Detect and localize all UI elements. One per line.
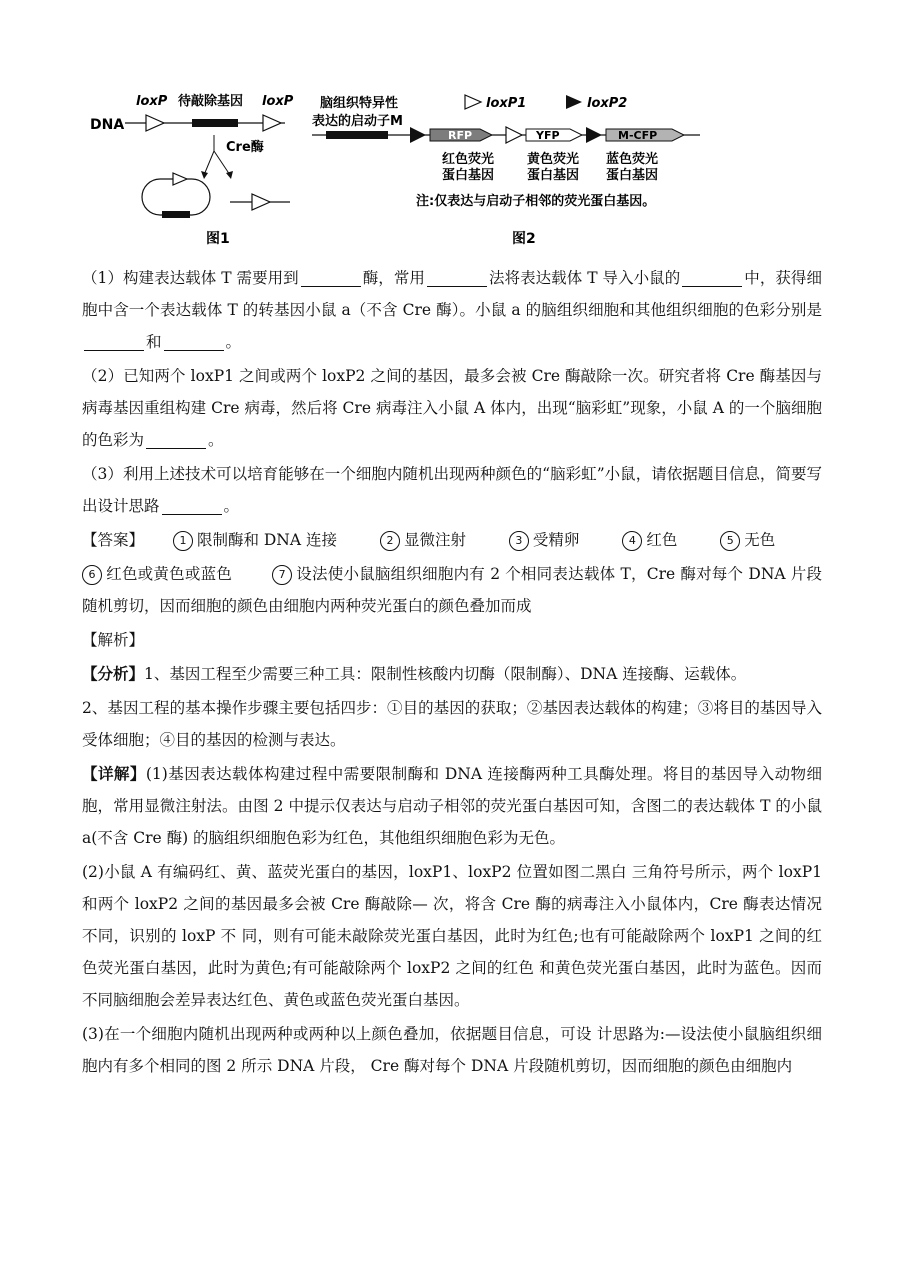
q3-blank: [162, 496, 222, 515]
q1-text-5: 和: [146, 333, 162, 351]
rfp-desc-line1: 红色荧光: [442, 152, 495, 167]
detail-label: 【详解】: [82, 764, 146, 783]
analysis-label: 【解析】: [82, 631, 145, 649]
detail-3: (3)在一个细胞内随机出现两种或两种以上颜色叠加，依据题目信息，可设 计思路为:—设法使小鼠脑组织细胞内有多个相同的图 2 所示 DNA 片段， Cre 酶对每个 DNA 片段随机剪切，因而细胞的颜色由细胞内: [82, 1025, 822, 1075]
q1-blank-2: [427, 268, 487, 287]
answer-text-6: 红色或黄色或蓝色: [106, 565, 233, 583]
yfp-desc-line1: 黄色荧光: [527, 152, 580, 167]
answer-num-1: 1: [173, 531, 193, 551]
document-body: [82, 262, 822, 1084]
figure-1: [90, 93, 294, 247]
q3-text-2: 。: [223, 497, 240, 515]
answer-num-3: 3: [509, 531, 529, 551]
answer-text-3: 受精卵: [532, 531, 580, 549]
legend-loxp2-label: loxP2: [587, 96, 628, 111]
figure-1-caption: 图1: [206, 231, 230, 247]
loxp-left-label: loxP: [136, 94, 168, 109]
answer-text-7: 设法使小鼠脑组织细胞内有 2 个相同表达载体 T，Cre 酶对每个 DNA 片段随机剪切，因而细胞的颜色由细胞内两种荧光蛋白的颜色叠加而成: [82, 565, 822, 615]
yfp-label: YFP: [536, 129, 560, 142]
target-gene-label: 待敲除基因: [178, 94, 244, 109]
promoter-label-line1: 脑组织特异性: [320, 96, 399, 111]
loxp2-triangle-2-icon: [586, 127, 602, 143]
analysis-fenxi: [82, 658, 822, 690]
figure-2: [312, 95, 700, 247]
legend-loxp1-triangle-icon: [465, 95, 481, 109]
cfp-desc-line1: 蓝色荧光: [606, 152, 659, 167]
legend-loxp1-label: loxP1: [486, 96, 527, 111]
answer-text-2: 显微注射: [403, 531, 466, 549]
mcfp-label: M-CFP: [618, 129, 658, 142]
answer-num-7: 7: [272, 565, 292, 585]
target-gene-bar: [192, 119, 238, 127]
q1-blank-4: [84, 332, 144, 351]
promoter-label-line2: 表达的启动子M: [312, 114, 403, 129]
loxp-right-triangle-icon: [263, 115, 281, 131]
answer-item-2: [380, 524, 466, 556]
yfp-desc-line2: 蛋白基因: [527, 168, 580, 183]
figure-2-note: 注:仅表达与启动子相邻的荧光蛋白基因。: [416, 194, 656, 209]
answer-num-6: 6: [82, 565, 102, 585]
fenxi-text: 1、基因工程至少需要三种工具：限制性核酸内切酶（限制酶）、DNA 连接酶、运载体。: [144, 665, 747, 683]
answer-num-5: 5: [720, 531, 740, 551]
detail-2: (2)小鼠 A 有编码红、黄、蓝荧光蛋白的基因，loxP1、loxP2 位置如图二黑白 三角符号所示，两个 loxP1 和两个 loxP2 之间的基因最多会被 Cre 酶敲除— 次，将含 Cre 酶的病毒注入小鼠体内，Cre 酶表达情况不同，识别的 loxP 不 同，则有可能未敲除荧光蛋白基因，此时为红色;也有可能敲除两个 loxP1 之间的红色荧光蛋白基因，此时为黄色;有可能敲除两个 loxP2 之间的红色 和黄色荧光蛋白基因，此时为蓝色。因而不同脑细胞会差异表达红色、黄色或蓝色荧光蛋白基因。: [82, 863, 822, 1009]
remnant-loxp-triangle-icon: [252, 194, 270, 210]
circle-loxp-triangle-icon: [173, 173, 187, 185]
q2-text-1: （2）已知两个 loxP1 之间或两个 loxP2 之间的基因，最多会被 Cre 酶敲除一次。研究者将 Cre 酶基因与病毒基因重组构建 Cre 病毒，然后将 Cre 病毒注入小鼠 A 体内，出现“脑彩虹”现象，小鼠 A 的一个脑细胞的色彩为: [82, 367, 822, 449]
answer-text-1: 限制酶和 DNA 连接: [196, 531, 337, 549]
loxp-right-label: loxP: [262, 94, 294, 109]
fenxi-label: 【分析】: [82, 664, 145, 683]
q1-text-3: 法将表达载体 T 导入小鼠的: [488, 269, 681, 287]
legend-loxp2-triangle-icon: [566, 95, 582, 109]
answer-text-4: 红色: [646, 531, 678, 549]
q1-blank-3: [682, 268, 742, 287]
analysis-fenxi-2: 2、基因工程的基本操作步骤主要包括四步：①目的基因的获取；②基因表达载体的构建；③将目的基因导入受体细胞；④目的基因的检测与表达。: [82, 699, 822, 749]
answer-item-3: [509, 524, 580, 556]
cfp-desc-line2: 蛋白基因: [606, 168, 659, 183]
q3-text-1: （3）利用上述技术可以培育能够在一个细胞内随机出现两种颜色的“脑彩虹”小鼠，请依据题目信息，简要写出设计思路: [82, 465, 822, 515]
question-2: [82, 360, 822, 456]
detail-1-text: (1)基因表达载体构建过程中需要限制酶和 DNA 连接酶两种工具酶处理。将目的基因导入动物细胞，常用显微注射法。由图 2 中提示仅表达与启动子相邻的荧光蛋白基因可知，含图二的表达载体 T 的小鼠 a(不含 Cre 酶) 的脑组织细胞色彩为红色，其他组织细胞色彩为无色。: [82, 765, 822, 847]
arrow-head-left-icon: [201, 171, 208, 179]
q1-text-6: 。: [225, 333, 242, 351]
q1-text-4: 中，获得细胞中含一个表达载体 T 的转基因小鼠 a（不含 Cre 酶）。小鼠 a 的脑组织细胞和其他组织细胞的色彩分别是: [82, 269, 822, 319]
loxp-left-triangle-icon: [146, 115, 164, 131]
promoter-bar: [326, 131, 388, 139]
arrow-head-right-icon: [226, 171, 233, 179]
dna-label: DNA: [90, 117, 125, 133]
q1-text-1: （1）构建表达载体 T 需要用到: [82, 269, 299, 287]
answer-num-4: 4: [622, 531, 642, 551]
loxp2-triangle-1-icon: [410, 127, 426, 143]
detail-1: [82, 758, 822, 854]
question-1: [82, 262, 822, 358]
answer-item-5: [720, 524, 775, 556]
answer-item-1: [173, 524, 337, 556]
figure-diagrams: [80, 85, 800, 255]
figures-area: [80, 85, 800, 255]
answer-item-6-7: [82, 558, 822, 622]
q1-blank-1: [301, 268, 361, 287]
answer-num-2: 2: [380, 531, 400, 551]
q2-text-2: 。: [208, 431, 224, 449]
answer-item-4: [622, 524, 677, 556]
circle-gene-bar: [162, 211, 190, 218]
answer-label: 【答案】: [82, 531, 145, 549]
rfp-label: RFP: [448, 129, 473, 142]
answer-text-5: 无色: [744, 531, 776, 549]
cre-enzyme-label: Cre酶: [226, 140, 264, 155]
cre-arrow-left: [204, 151, 214, 175]
figure-2-caption: 图2: [512, 231, 536, 247]
q1-blank-5: [164, 332, 224, 351]
q1-text-2: 酶，常用: [362, 269, 425, 287]
q2-blank: [146, 430, 206, 449]
loxp1-triangle-1-icon: [506, 127, 522, 143]
circular-dna: [142, 179, 210, 215]
question-3: [82, 458, 822, 522]
answer-row: [82, 524, 822, 556]
rfp-desc-line2: 蛋白基因: [442, 168, 495, 183]
